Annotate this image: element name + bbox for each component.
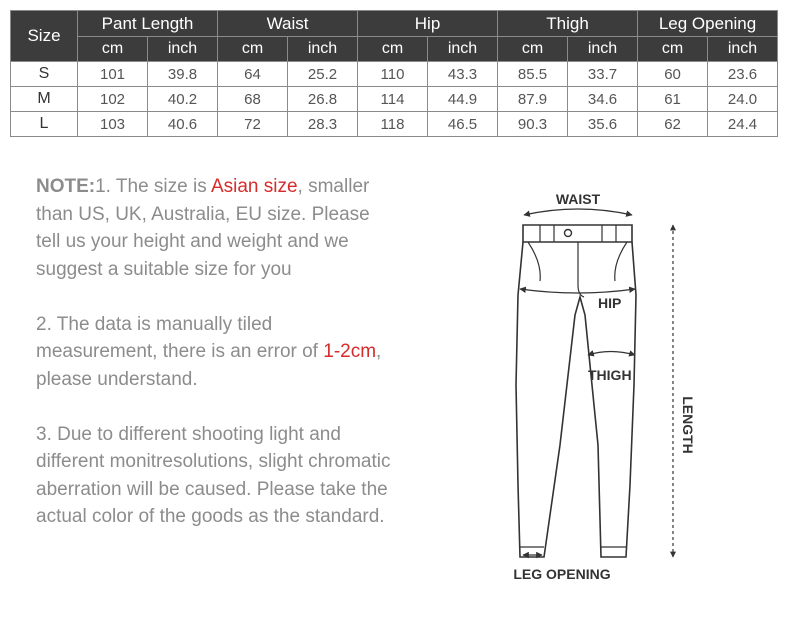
size-header: Size	[11, 11, 78, 62]
measurement-cell: 43.3	[428, 62, 498, 87]
measurement-cell: 33.7	[568, 62, 638, 87]
unit-header-cm: cm	[358, 37, 428, 62]
thigh-label: THIGH	[588, 367, 632, 383]
measurement-cell: 46.5	[428, 112, 498, 137]
measurement-cell: 28.3	[288, 112, 358, 137]
measurement-cell: 26.8	[288, 87, 358, 112]
unit-header-cm: cm	[218, 37, 288, 62]
measurement-cell: 103	[78, 112, 148, 137]
waist-header: Waist	[218, 11, 358, 37]
measurement-cell: 102	[78, 87, 148, 112]
unit-header-cm: cm	[498, 37, 568, 62]
size-cell: L	[11, 112, 78, 137]
measurement-cell: 40.2	[148, 87, 218, 112]
leg-opening-label: LEG OPENING	[513, 566, 611, 582]
button-icon	[565, 230, 572, 237]
measurement-cell: 118	[358, 112, 428, 137]
waist-label: WAIST	[555, 191, 601, 207]
measurement-cell: 61	[638, 87, 708, 112]
pants-outline	[516, 225, 636, 557]
measurement-cell: 44.9	[428, 87, 498, 112]
measurement-cell: 23.6	[708, 62, 778, 87]
note-1	[36, 173, 396, 283]
measurement-cell: 110	[358, 62, 428, 87]
measurement-cell: 62	[638, 112, 708, 137]
pants-illustration	[480, 185, 720, 590]
unit-header-inch: inch	[148, 37, 218, 62]
size-cell: M	[11, 87, 78, 112]
unit-header-inch: inch	[708, 37, 778, 62]
hip-header: Hip	[358, 11, 498, 37]
measurement-cell: 72	[218, 112, 288, 137]
measurement-cell: 25.2	[288, 62, 358, 87]
thigh-arrow-icon	[588, 352, 635, 356]
size-chart-table	[10, 10, 778, 137]
note-2	[36, 311, 396, 394]
measurement-cell: 101	[78, 62, 148, 87]
pant-length-header: Pant Length	[78, 11, 218, 37]
table-body	[11, 62, 778, 137]
error-range-highlight: 1-2cm	[323, 341, 377, 362]
size-cell: S	[11, 62, 78, 87]
note-label: NOTE:	[36, 176, 96, 197]
pants-measurement-diagram	[480, 185, 720, 590]
measurement-cell: 24.0	[708, 87, 778, 112]
measurement-cell: 68	[218, 87, 288, 112]
asian-size-highlight: Asian size	[210, 176, 298, 197]
measurement-cell: 40.6	[148, 112, 218, 137]
measurement-cell: 114	[358, 87, 428, 112]
unit-header-inch: inch	[288, 37, 358, 62]
note-3: 3. Due to different shooting light and different monitresolutions, slight chromatic aberration will be caused. Please take the actual color of the goods as the standard.	[36, 423, 391, 527]
measurement-cell: 39.8	[148, 62, 218, 87]
measurement-cell: 24.4	[708, 112, 778, 137]
unit-header-row	[11, 37, 778, 62]
measurement-cell: 35.6	[568, 112, 638, 137]
unit-header-cm: cm	[638, 37, 708, 62]
length-label: LENGTH	[680, 396, 696, 454]
measurement-cell: 85.5	[498, 62, 568, 87]
measurement-cell: 60	[638, 62, 708, 87]
note-1-text-b: , smaller than US, UK, Australia, EU size. Please tell us your height and weight and we suggest a suitable size for you	[36, 176, 370, 280]
leg-opening-header: Leg Opening	[638, 11, 778, 37]
note-2-text-a: 2. The data is manually tiled measurement, there is an error of	[36, 313, 324, 362]
measurement-cell: 90.3	[498, 112, 568, 137]
table-row	[11, 62, 778, 87]
table-row	[11, 87, 778, 112]
measurement-cell: 34.6	[568, 87, 638, 112]
notes-section	[36, 173, 396, 558]
waist-arrow-icon	[524, 209, 632, 215]
note-2-text-b: , please understand.	[36, 341, 382, 390]
hip-arrow-icon	[520, 289, 635, 293]
note-1-text-a: 1. The size is	[95, 176, 211, 197]
thigh-header: Thigh	[498, 11, 638, 37]
unit-header-inch: inch	[428, 37, 498, 62]
measurement-cell: 87.9	[498, 87, 568, 112]
unit-header-cm: cm	[78, 37, 148, 62]
measurement-cell: 64	[218, 62, 288, 87]
table-row	[11, 112, 778, 137]
hip-label: HIP	[598, 295, 622, 311]
unit-header-inch: inch	[568, 37, 638, 62]
